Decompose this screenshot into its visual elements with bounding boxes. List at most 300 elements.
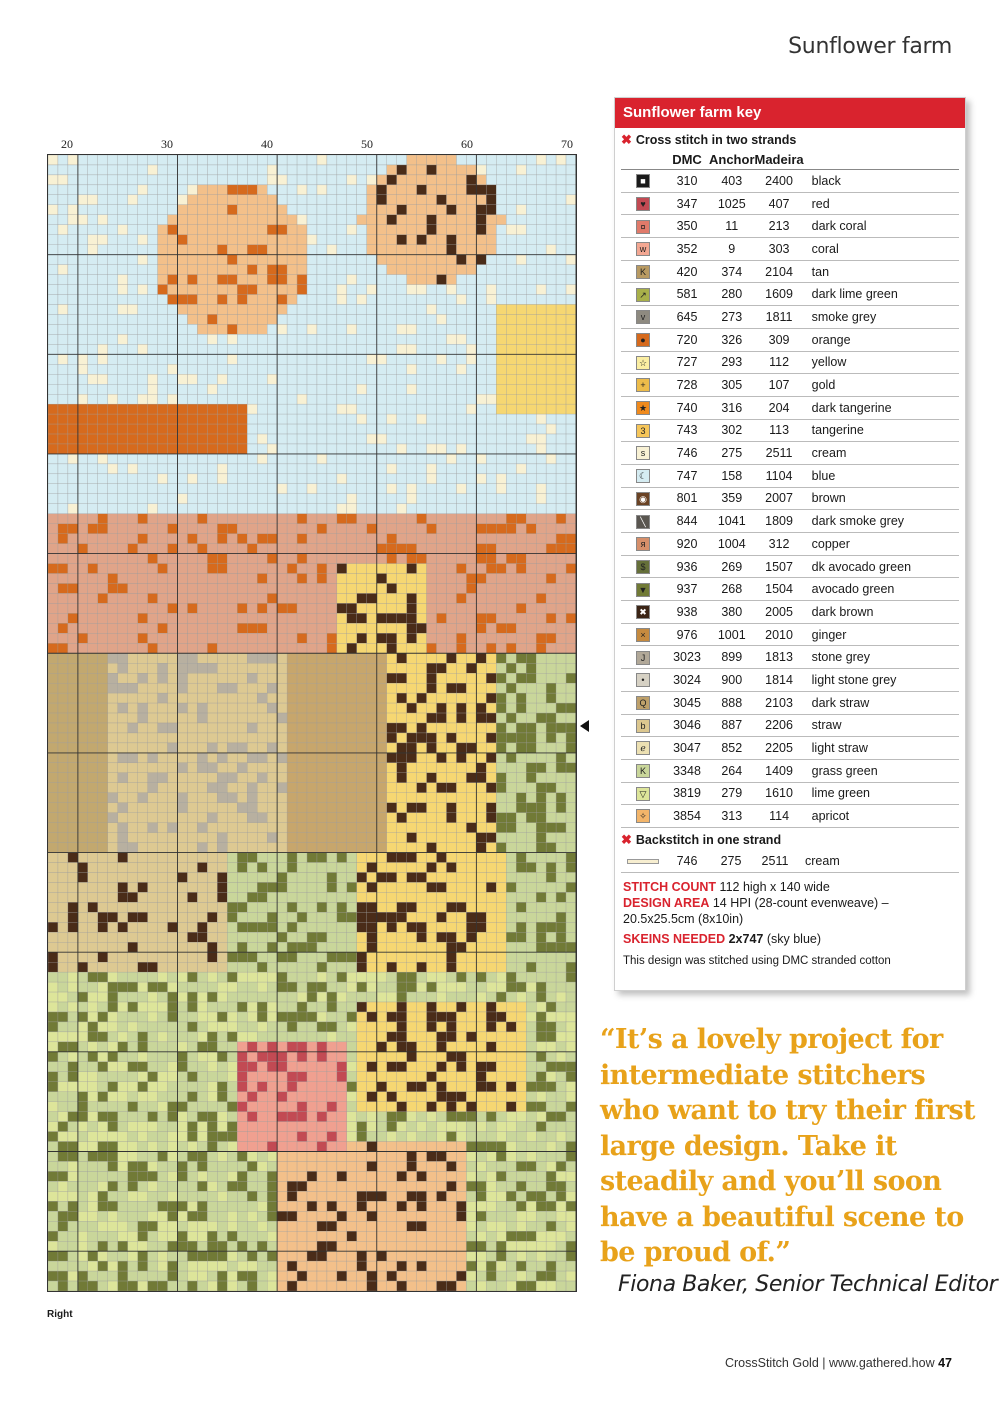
stitch-cell bbox=[217, 544, 227, 554]
stitch-cell bbox=[138, 992, 148, 1002]
stitch-cell bbox=[327, 942, 337, 952]
stitch-cell bbox=[148, 564, 158, 574]
stitch-cell bbox=[476, 833, 486, 843]
stitch-cell bbox=[207, 843, 217, 853]
stitch-cell bbox=[197, 165, 207, 175]
stitch-cell bbox=[327, 265, 337, 275]
stitch-cell bbox=[297, 464, 307, 474]
stitch-cell bbox=[158, 962, 168, 972]
stitch-cell bbox=[357, 1072, 367, 1082]
stitch-cell bbox=[546, 155, 556, 165]
stitch-cell bbox=[337, 892, 347, 902]
stitch-cell bbox=[297, 743, 307, 753]
stitch-cell bbox=[128, 803, 138, 813]
stitch-cell bbox=[327, 304, 337, 314]
stitch-cell bbox=[347, 743, 357, 753]
stitch-cell bbox=[178, 713, 188, 723]
stitch-cell bbox=[407, 574, 417, 584]
stitch-cell bbox=[68, 1092, 78, 1102]
stitch-cell bbox=[148, 314, 158, 324]
stitch-cell bbox=[78, 992, 88, 1002]
stitch-cell bbox=[277, 643, 287, 653]
stitch-cell bbox=[78, 663, 88, 673]
stitch-cell bbox=[526, 544, 536, 554]
stitch-cell bbox=[437, 962, 447, 972]
stitch-cell bbox=[397, 1052, 407, 1062]
stitch-cell bbox=[327, 733, 337, 743]
stitch-cell bbox=[516, 285, 526, 295]
stitch-cell bbox=[337, 693, 347, 703]
stitch-cell bbox=[297, 175, 307, 185]
stitch-cell bbox=[88, 942, 98, 952]
stitch-cell bbox=[108, 853, 118, 863]
stitch-cell bbox=[257, 882, 267, 892]
stitch-cell bbox=[556, 215, 566, 225]
stitch-cell bbox=[437, 1032, 447, 1042]
stitch-cell bbox=[476, 195, 486, 205]
stitch-cell bbox=[566, 364, 576, 374]
stitch-cell bbox=[317, 374, 327, 384]
stitch-cell bbox=[437, 404, 447, 414]
stitch-cell bbox=[267, 155, 277, 165]
stitch-cell bbox=[257, 693, 267, 703]
stitch-cell bbox=[347, 444, 357, 454]
stitch-cell bbox=[48, 833, 58, 843]
stitch-cell bbox=[187, 155, 197, 165]
stitch-cell bbox=[307, 574, 317, 584]
stitch-cell bbox=[168, 972, 178, 982]
stitch-cell bbox=[138, 474, 148, 484]
stitch-cell bbox=[217, 225, 227, 235]
stitch-cell bbox=[536, 972, 546, 982]
stitch-cell bbox=[327, 414, 337, 424]
stitch-cell bbox=[566, 1012, 576, 1022]
stitch-cell bbox=[377, 663, 387, 673]
cross-stitch-chart bbox=[47, 154, 577, 1292]
stitch-cell bbox=[526, 653, 536, 663]
stitch-cell bbox=[297, 225, 307, 235]
stitch-cell bbox=[496, 354, 506, 364]
stitch-cell bbox=[78, 823, 88, 833]
stitch-cell bbox=[88, 743, 98, 753]
stitch-cell bbox=[118, 803, 128, 813]
stitch-cell bbox=[48, 853, 58, 863]
stitch-cell bbox=[377, 265, 387, 275]
stitch-cell bbox=[118, 583, 128, 593]
stitch-cell bbox=[178, 603, 188, 613]
stitch-cell bbox=[546, 1022, 556, 1032]
stitch-cell bbox=[337, 464, 347, 474]
stitch-cell bbox=[496, 454, 506, 464]
stitch-cell bbox=[138, 265, 148, 275]
stitch-cell bbox=[347, 1042, 357, 1052]
stitch-cell bbox=[178, 803, 188, 813]
stitch-cell bbox=[496, 225, 506, 235]
stitch-cell bbox=[58, 593, 68, 603]
stitch-cell bbox=[417, 544, 427, 554]
stitch-cell bbox=[227, 1002, 237, 1012]
stitch-cell bbox=[486, 713, 496, 723]
stitch-cell bbox=[128, 813, 138, 823]
stitch-cell bbox=[48, 693, 58, 703]
stitch-cell bbox=[48, 583, 58, 593]
stitch-cell bbox=[207, 344, 217, 354]
stitch-cell bbox=[456, 205, 466, 215]
stitch-cell bbox=[417, 663, 427, 673]
stitch-cell bbox=[108, 703, 118, 713]
stitch-cell bbox=[456, 613, 466, 623]
stitch-cell bbox=[197, 703, 207, 713]
stitch-cell bbox=[337, 1062, 347, 1072]
stitch-cell bbox=[138, 175, 148, 185]
stitch-cell bbox=[217, 564, 227, 574]
stitch-cell bbox=[297, 554, 307, 564]
stitch-cell bbox=[197, 1022, 207, 1032]
stitch-cell bbox=[187, 235, 197, 245]
stitch-cell bbox=[277, 623, 287, 633]
stitch-cell bbox=[257, 374, 267, 384]
stitch-cell bbox=[197, 255, 207, 265]
stitch-cell bbox=[437, 793, 447, 803]
stitch-cell bbox=[207, 235, 217, 245]
stitch-cell bbox=[227, 1062, 237, 1072]
stitch-cell bbox=[227, 235, 237, 245]
stitch-cell bbox=[397, 564, 407, 574]
stitch-cell bbox=[68, 693, 78, 703]
stitch-cell bbox=[138, 1052, 148, 1062]
stitch-cell bbox=[168, 175, 178, 185]
stitch-cell bbox=[88, 255, 98, 265]
stitch-cell bbox=[486, 374, 496, 384]
stitch-cell bbox=[476, 623, 486, 633]
stitch-cell bbox=[397, 574, 407, 584]
stitch-cell bbox=[407, 603, 417, 613]
stitch-cell bbox=[437, 912, 447, 922]
stitch-cell bbox=[456, 414, 466, 424]
stitch-cell bbox=[68, 464, 78, 474]
stitch-cell bbox=[397, 454, 407, 464]
stitch-cell bbox=[506, 554, 516, 564]
stitch-cell bbox=[48, 942, 58, 952]
stitch-cell bbox=[78, 653, 88, 663]
stitch-cell bbox=[516, 314, 526, 324]
stitch-cell bbox=[347, 753, 357, 763]
stitch-cell bbox=[337, 713, 347, 723]
stitch-cell bbox=[58, 364, 68, 374]
stitch-cell bbox=[476, 255, 486, 265]
stitch-cell bbox=[466, 524, 476, 534]
stitch-cell bbox=[437, 853, 447, 863]
stitch-cell bbox=[297, 773, 307, 783]
stitch-cell bbox=[337, 215, 347, 225]
stitch-cell bbox=[168, 853, 178, 863]
stitch-cell bbox=[526, 583, 536, 593]
stitch-cell bbox=[297, 245, 307, 255]
stitch-cell bbox=[526, 1042, 536, 1052]
stitch-cell bbox=[297, 603, 307, 613]
stitch-cell bbox=[466, 593, 476, 603]
stitch-cell bbox=[297, 364, 307, 374]
stitch-cell bbox=[48, 763, 58, 773]
stitch-cell bbox=[138, 703, 148, 713]
stitch-cell bbox=[138, 603, 148, 613]
stitch-cell bbox=[128, 454, 138, 464]
stitch-cell bbox=[197, 613, 207, 623]
stitch-cell bbox=[317, 285, 327, 295]
stitch-cell bbox=[337, 245, 347, 255]
stitch-cell bbox=[506, 942, 516, 952]
stitch-cell bbox=[217, 952, 227, 962]
stitch-cell bbox=[377, 564, 387, 574]
stitch-cell bbox=[88, 872, 98, 882]
stitch-cell bbox=[486, 902, 496, 912]
stitch-cell bbox=[118, 643, 128, 653]
stitch-cell bbox=[197, 663, 207, 673]
stitch-cell bbox=[317, 524, 327, 534]
stitch-cell bbox=[257, 334, 267, 344]
stitch-cell bbox=[327, 863, 337, 873]
stitch-cell bbox=[417, 1012, 427, 1022]
stitch-cell bbox=[566, 673, 576, 683]
stitch-cell bbox=[327, 404, 337, 414]
stitch-cell bbox=[427, 454, 437, 464]
stitch-cell bbox=[207, 623, 217, 633]
stitch-cell bbox=[566, 892, 576, 902]
stitch-cell bbox=[456, 424, 466, 434]
stitch-cell bbox=[496, 653, 506, 663]
stitch-cell bbox=[88, 952, 98, 962]
stitch-cell bbox=[397, 295, 407, 305]
stitch-cell bbox=[297, 324, 307, 334]
stitch-cell bbox=[466, 922, 476, 932]
stitch-cell bbox=[476, 444, 486, 454]
stitch-cell bbox=[98, 275, 108, 285]
stitch-cell bbox=[417, 1022, 427, 1032]
stitch-cell bbox=[118, 1012, 128, 1022]
stitch-cell bbox=[48, 394, 58, 404]
stitch-cell bbox=[128, 1052, 138, 1062]
stitch-cell bbox=[466, 514, 476, 524]
stitch-cell bbox=[387, 583, 397, 593]
stitch-cell bbox=[48, 514, 58, 524]
stitch-cell bbox=[138, 773, 148, 783]
stitch-cell bbox=[367, 992, 377, 1002]
stitch-cell bbox=[207, 663, 217, 673]
stitch-cell bbox=[68, 992, 78, 1002]
stitch-cell bbox=[337, 175, 347, 185]
stitch-cell bbox=[357, 414, 367, 424]
stitch-cell bbox=[148, 464, 158, 474]
stitch-cell bbox=[227, 324, 237, 334]
stitch-cell bbox=[556, 434, 566, 444]
stitch-cell bbox=[327, 534, 337, 544]
stitch-cell bbox=[138, 583, 148, 593]
stitch-cell bbox=[108, 793, 118, 803]
stitch-cell bbox=[287, 514, 297, 524]
stitch-cell bbox=[446, 404, 456, 414]
stitch-cell bbox=[48, 683, 58, 693]
stitch-cell bbox=[496, 494, 506, 504]
stitch-cell bbox=[397, 793, 407, 803]
stitch-cell bbox=[307, 583, 317, 593]
stitch-cell bbox=[417, 155, 427, 165]
stitch-cell bbox=[427, 593, 437, 603]
stitch-cell bbox=[427, 683, 437, 693]
stitch-cell bbox=[168, 793, 178, 803]
stitch-cell bbox=[207, 763, 217, 773]
stitch-cell bbox=[367, 972, 377, 982]
stitch-cell bbox=[516, 304, 526, 314]
stitch-cell bbox=[367, 743, 377, 753]
stitch-cell bbox=[456, 195, 466, 205]
stitch-cell bbox=[407, 494, 417, 504]
stitch-cell bbox=[536, 195, 546, 205]
stitch-cell bbox=[297, 444, 307, 454]
stitch-cell bbox=[168, 803, 178, 813]
stitch-cell bbox=[456, 1002, 466, 1012]
section-title: Sunflower farm bbox=[788, 34, 952, 59]
stitch-cell bbox=[526, 484, 536, 494]
stitch-cell bbox=[407, 843, 417, 853]
stitch-cell bbox=[98, 643, 108, 653]
stitch-cell bbox=[466, 464, 476, 474]
stitch-cell bbox=[98, 564, 108, 574]
stitch-cell bbox=[138, 285, 148, 295]
stitch-cell bbox=[456, 1082, 466, 1092]
stitch-cell bbox=[357, 793, 367, 803]
stitch-cell bbox=[337, 324, 347, 334]
stitch-cell bbox=[486, 564, 496, 574]
stitch-cell bbox=[317, 673, 327, 683]
stitch-cell bbox=[307, 245, 317, 255]
stitch-cell bbox=[158, 404, 168, 414]
stitch-cell bbox=[337, 763, 347, 773]
stitch-cell bbox=[437, 733, 447, 743]
stitch-cell bbox=[178, 185, 188, 195]
stitch-cell bbox=[506, 484, 516, 494]
stitch-cell bbox=[437, 823, 447, 833]
stitch-cell bbox=[108, 693, 118, 703]
stitch-cell bbox=[496, 962, 506, 972]
stitch-cell bbox=[466, 534, 476, 544]
stitch-cell bbox=[78, 344, 88, 354]
stitch-cell bbox=[536, 394, 546, 404]
stitch-cell bbox=[58, 1052, 68, 1062]
stitch-cell bbox=[187, 424, 197, 434]
stitch-cell bbox=[98, 344, 108, 354]
stitch-cell bbox=[78, 474, 88, 484]
stitch-cell bbox=[337, 683, 347, 693]
stitch-cell bbox=[287, 285, 297, 295]
stitch-cell bbox=[427, 603, 437, 613]
stitch-cell bbox=[476, 863, 486, 873]
stitch-cell bbox=[118, 474, 128, 484]
stitch-cell bbox=[138, 544, 148, 554]
stitch-cell bbox=[277, 1072, 287, 1082]
stitch-cell bbox=[197, 494, 207, 504]
stitch-cell bbox=[526, 902, 536, 912]
stitch-cell bbox=[237, 1002, 247, 1012]
stitch-cell bbox=[516, 255, 526, 265]
stitch-cell bbox=[247, 643, 257, 653]
stitch-cell bbox=[68, 962, 78, 972]
stitch-cell bbox=[237, 344, 247, 354]
stitch-cell bbox=[297, 474, 307, 484]
stitch-cell bbox=[197, 693, 207, 703]
stitch-cell bbox=[446, 623, 456, 633]
stitch-cell bbox=[566, 324, 576, 334]
stitch-cell bbox=[337, 843, 347, 853]
stitch-cell bbox=[456, 165, 466, 175]
stitch-cell bbox=[187, 514, 197, 524]
stitch-cell bbox=[197, 892, 207, 902]
stitch-cell bbox=[88, 544, 98, 554]
stitch-cell bbox=[317, 225, 327, 235]
stitch-cell bbox=[536, 653, 546, 663]
stitch-cell bbox=[138, 763, 148, 773]
stitch-cell bbox=[287, 1032, 297, 1042]
stitch-cell bbox=[187, 255, 197, 265]
stitch-cell bbox=[456, 255, 466, 265]
stitch-cell bbox=[427, 952, 437, 962]
stitch-cell bbox=[357, 384, 367, 394]
stitch-cell bbox=[68, 603, 78, 613]
stitch-cell bbox=[327, 962, 337, 972]
stitch-cell bbox=[486, 324, 496, 334]
stitch-cell bbox=[227, 564, 237, 574]
stitch-cell bbox=[307, 394, 317, 404]
stitch-cell bbox=[446, 354, 456, 364]
stitch-cell bbox=[197, 195, 207, 205]
stitch-cell bbox=[437, 942, 447, 952]
stitch-cell bbox=[437, 354, 447, 364]
stitch-cell bbox=[317, 195, 327, 205]
stitch-cell bbox=[297, 354, 307, 364]
stitch-cell bbox=[207, 1022, 217, 1032]
stitch-cell bbox=[317, 304, 327, 314]
stitch-cell bbox=[516, 663, 526, 673]
stitch-cell bbox=[217, 633, 227, 643]
stitch-cell bbox=[417, 574, 427, 584]
stitch-cell bbox=[367, 494, 377, 504]
stitch-cell bbox=[178, 1052, 188, 1062]
stitch-cell bbox=[138, 384, 148, 394]
stitch-cell bbox=[387, 623, 397, 633]
stitch-cell bbox=[207, 534, 217, 544]
stitch-cell bbox=[138, 424, 148, 434]
stitch-cell bbox=[207, 245, 217, 255]
stitch-cell bbox=[197, 882, 207, 892]
stitch-cell bbox=[247, 464, 257, 474]
stitch-cell bbox=[48, 872, 58, 882]
stitch-cell bbox=[546, 454, 556, 464]
stitch-cell bbox=[367, 1042, 377, 1052]
stitch-cell bbox=[217, 245, 227, 255]
stitch-cell bbox=[58, 942, 68, 952]
stitch-cell bbox=[456, 464, 466, 474]
stitch-cell bbox=[496, 205, 506, 215]
stitch-cell bbox=[476, 793, 486, 803]
stitch-cell bbox=[506, 235, 516, 245]
stitch-cell bbox=[476, 374, 486, 384]
stitch-cell bbox=[307, 1052, 317, 1062]
stitch-cell bbox=[367, 245, 377, 255]
stitch-cell bbox=[506, 534, 516, 544]
stitch-cell bbox=[536, 1072, 546, 1082]
stitch-cell bbox=[337, 1002, 347, 1012]
stitch-cell bbox=[168, 484, 178, 494]
stitch-cell bbox=[476, 733, 486, 743]
